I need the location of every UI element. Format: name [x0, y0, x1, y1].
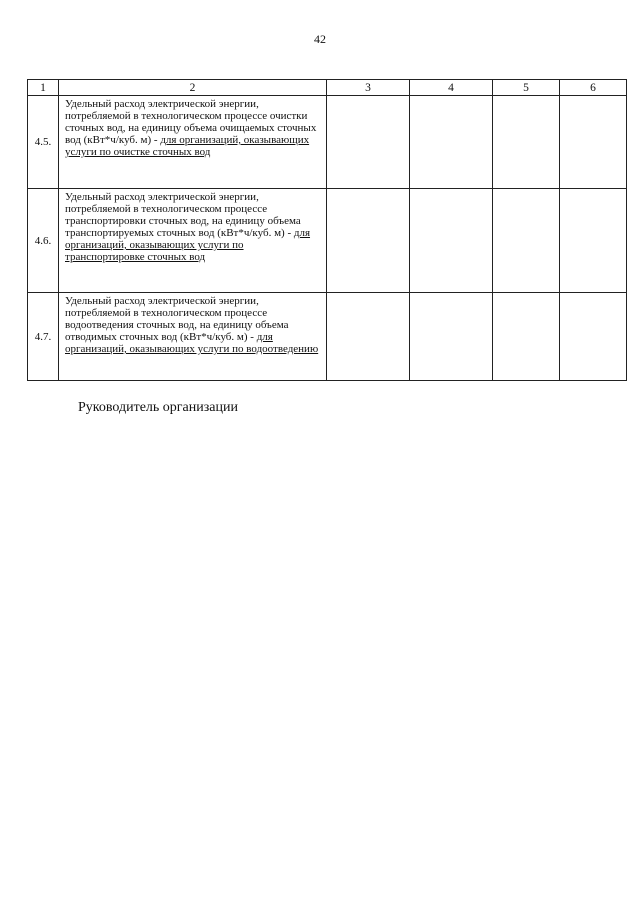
row-description-scope: для организаций, оказывающих услуги по водоотведению	[65, 331, 319, 355]
row-description-scope: для организаций, оказывающих услуги по транспортировке сточных вод	[65, 227, 311, 263]
row-description	[59, 293, 327, 381]
value-cell	[410, 189, 493, 293]
value-cell	[410, 293, 493, 381]
value-cell	[327, 96, 410, 189]
row-description-scope: для организаций, оказывающих услуги по очистке сточных вод	[65, 134, 310, 158]
value-cell	[560, 189, 627, 293]
header-cell: 5	[493, 80, 560, 96]
row-description	[59, 189, 327, 293]
header-cell: 1	[28, 80, 59, 96]
value-cell	[410, 96, 493, 189]
row-description	[59, 96, 327, 189]
row-description-text: Удельный расход электрической энергии, потребляемой в технологическом процессе транспортировки сточных вод, на единицу объема транспортируемых сточных вод (кВт*ч/куб. м) -	[65, 191, 301, 239]
page-number: 42	[314, 32, 326, 46]
value-cell	[493, 189, 560, 293]
signature-label: Руководитель организации	[78, 400, 238, 415]
header-cell: 4	[410, 80, 493, 96]
row-description-text: Удельный расход электрической энергии, потребляемой в технологическом процессе водоотведения сточных вод, на единицу объема отводимых сточных вод (кВт*ч/куб. м) -	[65, 295, 289, 343]
value-cell	[493, 96, 560, 189]
value-cell	[560, 293, 627, 381]
header-cell: 2	[59, 80, 327, 96]
table-row	[28, 189, 627, 293]
data-table	[27, 79, 627, 381]
row-number: 4.5.	[28, 96, 59, 189]
row-description-text: Удельный расход электрической энергии, потребляемой в технологическом процессе очистки сточных вод, на единицу объема очищаемых сточных вод (кВт*ч/куб. м) -	[65, 98, 317, 146]
value-cell	[493, 293, 560, 381]
value-cell	[560, 96, 627, 189]
table-row	[28, 293, 627, 381]
value-cell	[327, 293, 410, 381]
table-row	[28, 96, 627, 189]
header-cell: 3	[327, 80, 410, 96]
row-number: 4.7.	[28, 293, 59, 381]
row-number: 4.6.	[28, 189, 59, 293]
value-cell	[327, 189, 410, 293]
table-header-row	[28, 80, 627, 96]
header-cell: 6	[560, 80, 627, 96]
